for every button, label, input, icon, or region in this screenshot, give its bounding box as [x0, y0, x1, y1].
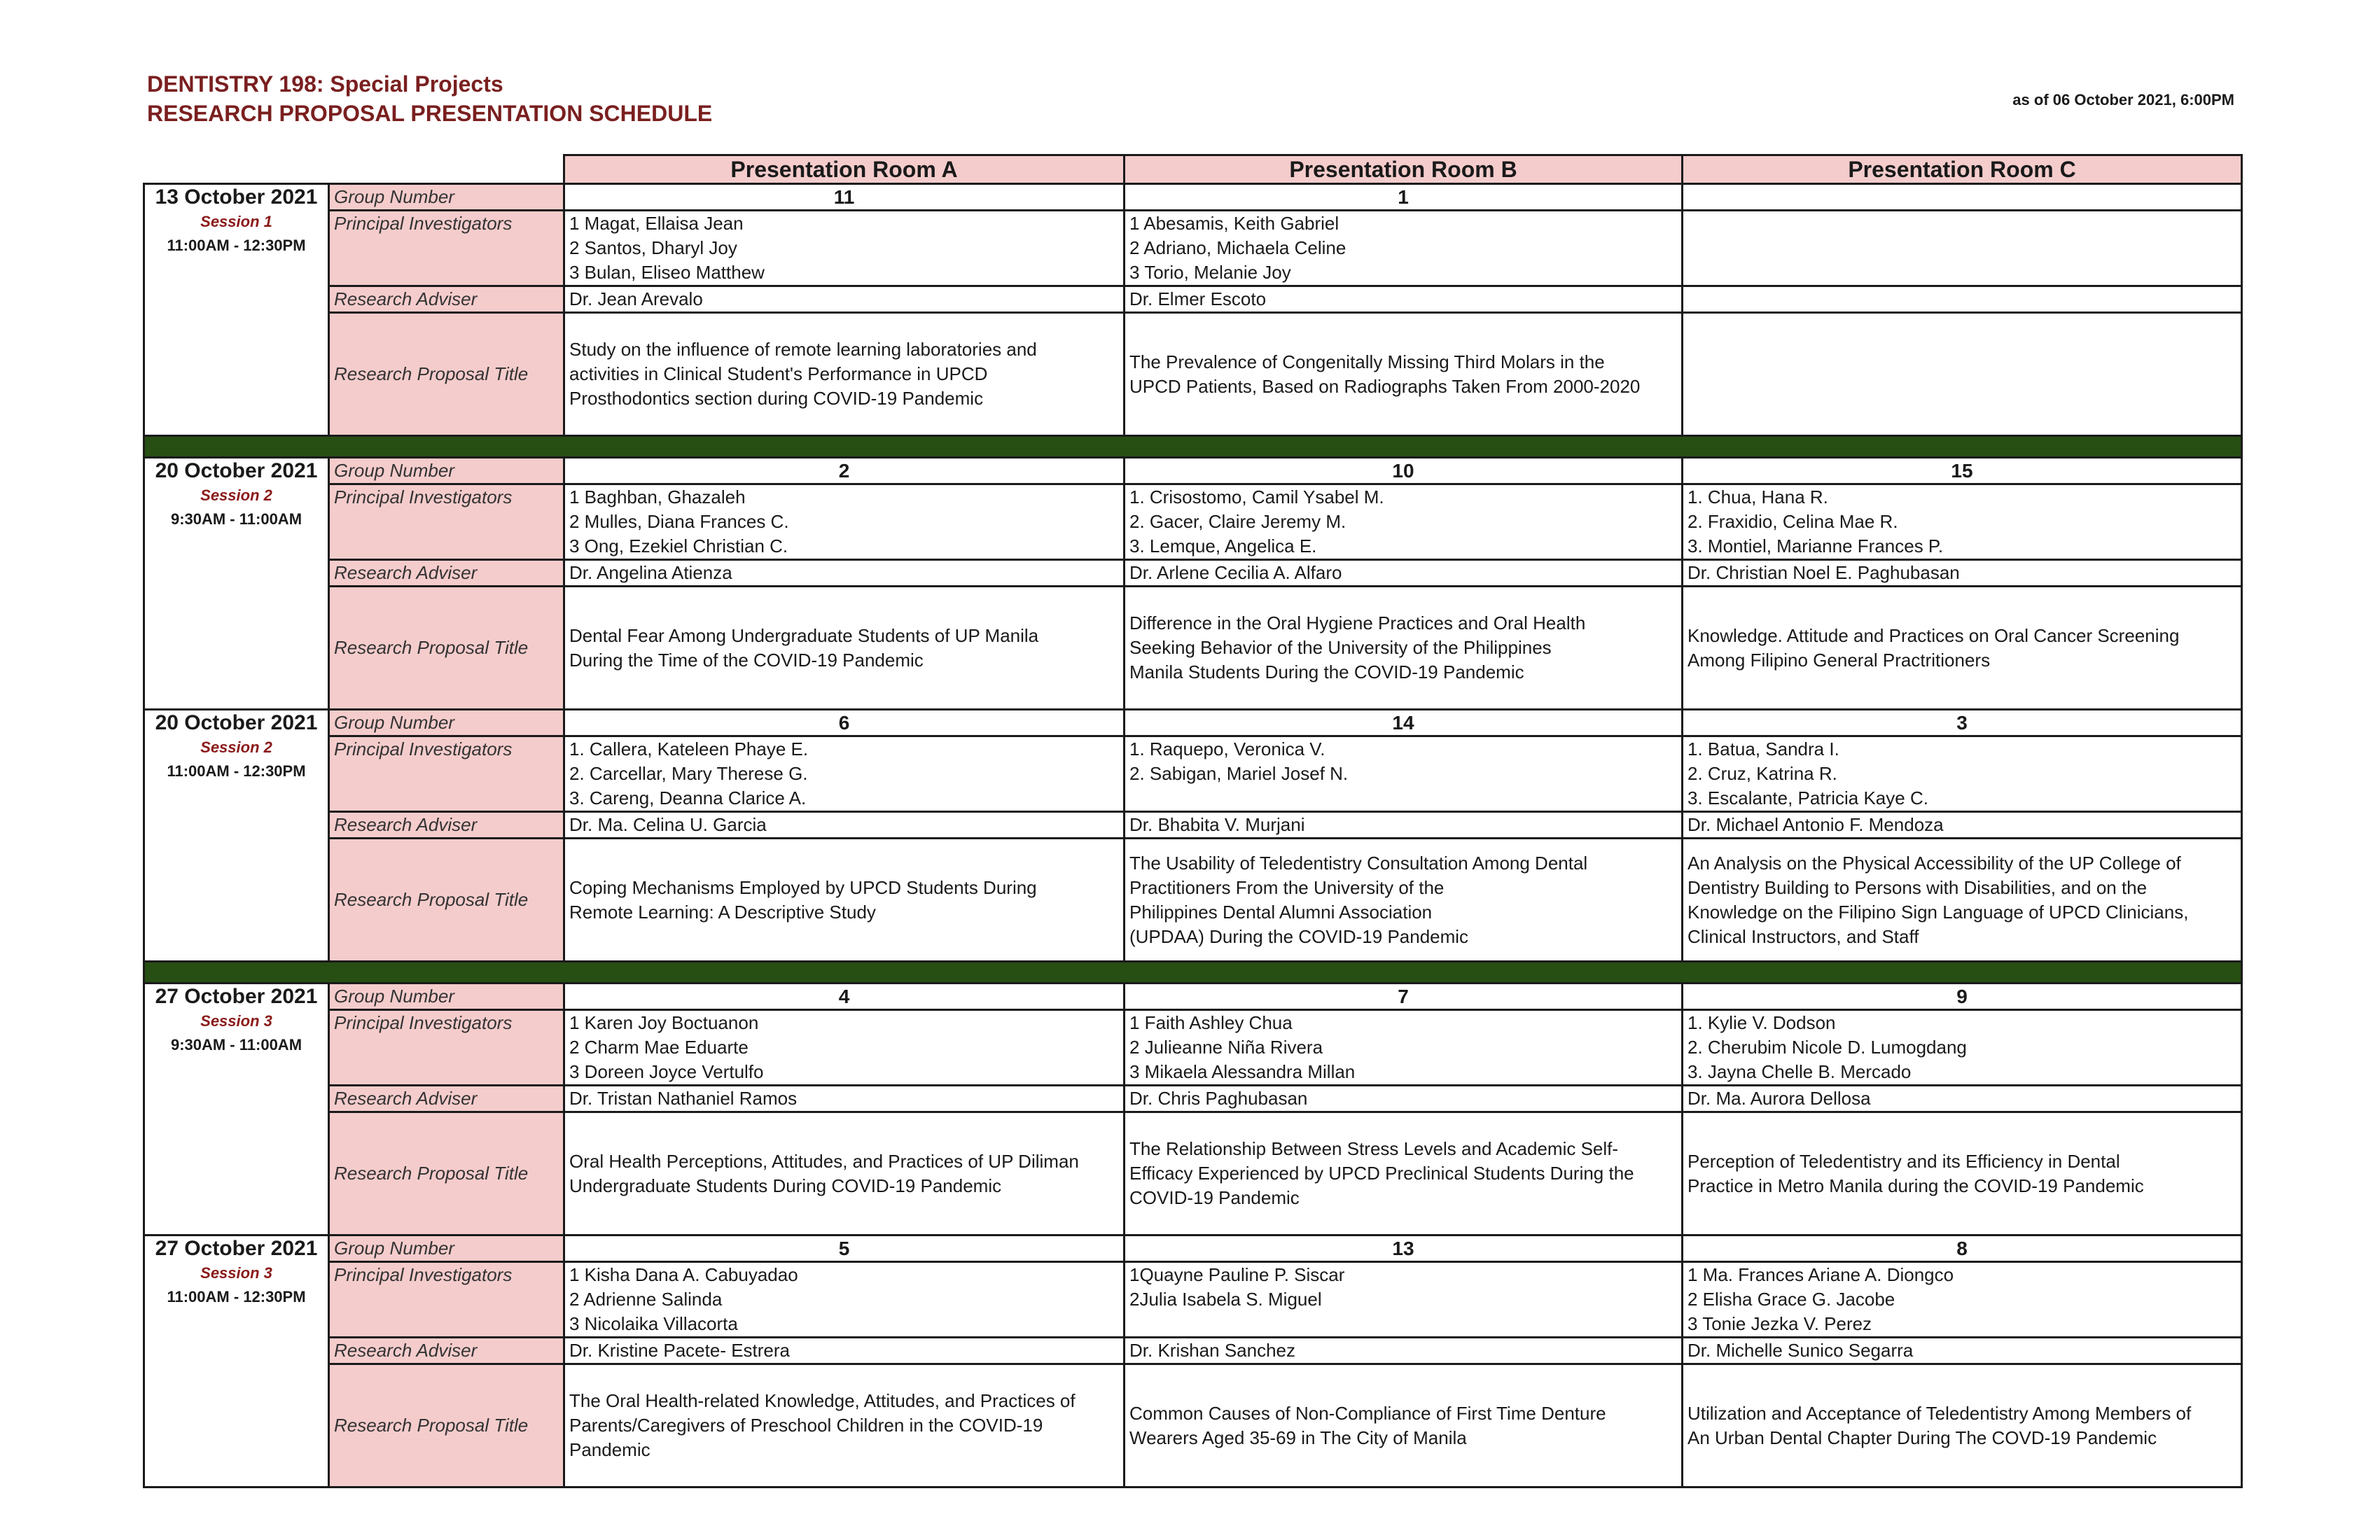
investigator-name: 3 Ong, Ezekiel Christian C.: [569, 536, 788, 556]
investigator-name: 3 Mikaela Alessandra Millan: [1129, 1061, 1356, 1082]
proposal-title-line: Remote Learning: A Descriptive Study: [569, 901, 876, 923]
investigator-name: 1 Magat, Ellaisa Jean: [569, 213, 744, 234]
investigator-name: 1 Karen Joy Boctuanon: [569, 1012, 759, 1033]
group-number-label: Group Number: [329, 184, 564, 211]
proposal-title-line: Philippines Dental Alumni Association: [1129, 901, 1433, 923]
investigator-name: 2 Santos, Dharyl Joy: [569, 237, 737, 258]
proposal-title-line: Dentistry Building to Persons with Disabilities, and on the: [1687, 876, 2148, 898]
investigator-name: 2 Adrienne Salinda: [569, 1289, 723, 1310]
session-number: Session 1: [200, 213, 272, 230]
header-blank: [144, 155, 564, 184]
proposal-title-line: Practitioners From the University of the: [1129, 876, 1445, 898]
investigator-name: 1 Ma. Frances Ariane A. Diongco: [1687, 1264, 1954, 1285]
investigator-name: 2. Gacer, Claire Jeremy M.: [1129, 511, 1346, 532]
separator-bar: [144, 962, 2242, 983]
session-number: Session 2: [200, 486, 272, 504]
proposal-title-row: [144, 587, 2242, 710]
proposal-title-line: Seeking Behavior of the University of the Philippines: [1129, 637, 1552, 658]
room-header: Presentation Room C: [1683, 155, 2242, 184]
proposal-title-line: During the Time of the COVID-19 Pandemic: [569, 649, 924, 671]
adviser-row: [144, 1086, 2242, 1112]
group-number: [1683, 184, 2242, 211]
investigators-cell: [1683, 484, 2242, 560]
proposal-title-line: Manila Students During the COVID-19 Pandemic: [1129, 662, 1524, 682]
proposal-title-row: [144, 839, 2242, 962]
proposal-title: [1683, 1112, 2242, 1236]
section-separator: [144, 962, 2242, 983]
investigator-name: 2 Julieanne Niña Rivera: [1129, 1037, 1323, 1058]
session-time: 9:30AM - 11:00AM: [170, 1036, 302, 1054]
proposal-title-line: Oral Health Perceptions, Attitudes, and Practices of UP Diliman: [569, 1150, 1079, 1172]
proposal-title: [564, 313, 1125, 436]
proposal-title-line: Parents/Caregivers of Preschool Children in the COVID-19: [569, 1415, 1043, 1436]
group-number: 2: [564, 458, 1125, 484]
investigator-name: 3. Montiel, Marianne Frances P.: [1687, 536, 1944, 556]
investigators-label: Principal Investigators: [329, 484, 564, 560]
investigators-cell: [564, 211, 1125, 286]
adviser-name: Dr. Michael Antonio F. Mendoza: [1683, 812, 2242, 839]
proposal-title-line: Practice in Metro Manila during the COVID-19 Pandemic: [1687, 1175, 2144, 1196]
investigator-name: 3. Lemque, Angelica E.: [1129, 536, 1317, 556]
investigator-name: 3. Careng, Deanna Clarice A.: [569, 788, 807, 808]
investigators-cell: [1125, 736, 1683, 812]
investigator-name: 3 Torio, Melanie Joy: [1129, 262, 1291, 283]
group-number-label: Group Number: [329, 1236, 564, 1262]
session-cell: [144, 983, 329, 1236]
proposal-title-line: Coping Mechanisms Employed by UPCD Students During: [569, 876, 1037, 898]
adviser-label: Research Adviser: [329, 286, 564, 313]
investigator-name: 2. Sabigan, Mariel Josef N.: [1129, 763, 1349, 784]
investigator-name: 2. Fraxidio, Celina Mae R.: [1687, 511, 1898, 532]
investigators-label: Principal Investigators: [329, 1262, 564, 1338]
room-header-row: [144, 155, 2242, 184]
investigator-name: 3 Bulan, Eliseo Matthew: [569, 262, 765, 283]
proposal-title-line: Study on the influence of remote learning laboratories and: [569, 339, 1037, 360]
proposal-title-line: Perception of Teledentistry and its Efficiency in Dental: [1687, 1150, 2120, 1172]
adviser-label: Research Adviser: [329, 1086, 564, 1112]
group-number: 9: [1683, 983, 2242, 1010]
investigators-row: [144, 211, 2242, 286]
session-date: 27 October 2021: [155, 985, 318, 1008]
proposal-title: [564, 587, 1125, 710]
investigator-name: 1. Raquepo, Veronica V.: [1129, 738, 1325, 760]
separator-bar: [144, 436, 2242, 458]
adviser-name: Dr. Chris Paghubasan: [1125, 1086, 1683, 1112]
investigator-name: 2 Adriano, Michaela Celine: [1129, 237, 1346, 258]
proposal-title-line: An Analysis on the Physical Accessibility of the UP College of: [1687, 852, 2181, 874]
group-number: 14: [1125, 710, 1683, 736]
proposal-title-line: An Urban Dental Chapter During The COVD-19 Pandemic: [1687, 1427, 2157, 1448]
proposal-title: [1125, 587, 1683, 710]
investigator-name: 1Quayne Pauline P. Siscar: [1129, 1264, 1345, 1285]
group-number-label: Group Number: [329, 710, 564, 736]
proposal-title-line: Prosthodontics section during COVID-19 Pandemic: [569, 388, 984, 409]
proposal-title: [564, 839, 1125, 962]
session-time: 11:00AM - 12:30PM: [167, 237, 306, 254]
session-date: 27 October 2021: [155, 1237, 318, 1260]
room-header: Presentation Room A: [564, 155, 1125, 184]
proposal-title: [1125, 1112, 1683, 1236]
proposal-title-row: [144, 1364, 2242, 1488]
investigator-name: 1. Callera, Kateleen Phaye E.: [569, 738, 809, 760]
adviser-row: [144, 812, 2242, 839]
session-time: 9:30AM - 11:00AM: [170, 510, 302, 528]
investigator-name: 3 Nicolaika Villacorta: [569, 1313, 738, 1334]
proposal-title-row: [144, 313, 2242, 436]
investigators-cell: [1125, 1262, 1683, 1338]
room-header: Presentation Room B: [1125, 155, 1683, 184]
adviser-name: Dr. Tristan Nathaniel Ramos: [564, 1086, 1125, 1112]
investigators-row: [144, 1262, 2242, 1338]
session-cell: [144, 1236, 329, 1488]
investigator-name: 1 Kisha Dana A. Cabuyadao: [569, 1264, 798, 1285]
investigators-cell: [1683, 211, 2242, 286]
proposal-title-line: Dental Fear Among Undergraduate Students of UP Manila: [569, 624, 1039, 646]
adviser-label: Research Adviser: [329, 812, 564, 839]
investigator-name: 2 Elisha Grace G. Jacobe: [1687, 1289, 1895, 1310]
proposal-title-line: Wearers Aged 35-69 in The City of Manila: [1129, 1427, 1467, 1448]
as-of-timestamp: as of 06 October 2021, 6:00PM: [2012, 91, 2234, 108]
proposal-title-label: Research Proposal Title: [329, 313, 564, 436]
document-title: DENTISTRY 198: Special Projects: [147, 71, 503, 97]
investigators-label: Principal Investigators: [329, 1010, 564, 1086]
proposal-title-line: The Prevalence of Congenitally Missing Third Molars in the: [1129, 351, 1605, 372]
group-number-row: [144, 184, 2242, 211]
group-number: 15: [1683, 458, 2242, 484]
adviser-name: Dr. Kristine Pacete- Estrera: [564, 1338, 1125, 1364]
group-number: 11: [564, 184, 1125, 211]
investigator-name: 2 Charm Mae Eduarte: [569, 1037, 749, 1058]
session-number: Session 2: [200, 738, 272, 756]
group-number: 10: [1125, 458, 1683, 484]
session-cell: [144, 458, 329, 710]
group-number: 7: [1125, 983, 1683, 1010]
investigators-cell: [1125, 211, 1683, 286]
session-number: Session 3: [200, 1264, 272, 1282]
proposal-title-line: activities in Clinical Student's Performance in UPCD: [569, 363, 988, 384]
investigator-name: 2. Carcellar, Mary Therese G.: [569, 763, 808, 784]
investigator-name: 1 Faith Ashley Chua: [1129, 1012, 1293, 1033]
investigators-cell: [564, 484, 1125, 560]
group-number: 3: [1683, 710, 2242, 736]
session-time: 11:00AM - 12:30PM: [167, 1288, 306, 1306]
proposal-title-line: Common Causes of Non-Compliance of First Time Denture: [1129, 1402, 1606, 1424]
investigators-cell: [1683, 1010, 2242, 1086]
session-cell: [144, 184, 329, 436]
adviser-name: Dr. Krishan Sanchez: [1125, 1338, 1683, 1364]
session-date: 20 October 2021: [155, 459, 318, 482]
adviser-row: [144, 1338, 2242, 1364]
session-date: 13 October 2021: [155, 186, 318, 209]
investigators-cell: [1125, 1010, 1683, 1086]
proposal-title: [1683, 313, 2242, 436]
investigators-label: Principal Investigators: [329, 211, 564, 286]
investigators-cell: [564, 1262, 1125, 1338]
investigator-name: 3. Jayna Chelle B. Mercado: [1687, 1061, 1912, 1082]
group-number-row: [144, 983, 2242, 1010]
group-number: 8: [1683, 1236, 2242, 1262]
proposal-title-line: UPCD Patients, Based on Radiographs Taken From 2000-2020: [1129, 375, 1641, 397]
adviser-name: Dr. Angelina Atienza: [564, 560, 1125, 587]
investigators-cell: [564, 736, 1125, 812]
proposal-title: [1683, 1364, 2242, 1488]
proposal-title-label: Research Proposal Title: [329, 1112, 564, 1236]
investigator-name: 1. Batua, Sandra I.: [1687, 738, 1839, 760]
adviser-name: Dr. Arlene Cecilia A. Alfaro: [1125, 560, 1683, 587]
proposal-title-line: Efficacy Experienced by UPCD Preclinical Students During the: [1129, 1163, 1634, 1184]
document-subtitle: RESEARCH PROPOSAL PRESENTATION SCHEDULE: [147, 101, 713, 126]
investigator-name: 1. Chua, Hana R.: [1687, 486, 1828, 507]
investigators-cell: [1125, 484, 1683, 560]
investigators-row: [144, 484, 2242, 560]
schedule-table: [143, 154, 2243, 1488]
adviser-name: Dr. Elmer Escoto: [1125, 286, 1683, 313]
adviser-label: Research Adviser: [329, 560, 564, 587]
adviser-name: Dr. Jean Arevalo: [564, 286, 1125, 313]
investigator-name: 3. Escalante, Patricia Kaye C.: [1687, 788, 1928, 808]
proposal-title-row: [144, 1112, 2242, 1236]
session-time: 11:00AM - 12:30PM: [167, 762, 306, 780]
group-number-row: [144, 458, 2242, 484]
investigators-cell: [564, 1010, 1125, 1086]
proposal-title-line: Clinical Instructors, and Staff: [1687, 925, 1919, 947]
proposal-title-line: The Oral Health-related Knowledge, Attitudes, and Practices of: [569, 1390, 1076, 1411]
group-number: 4: [564, 983, 1125, 1010]
investigator-name: 1 Baghban, Ghazaleh: [569, 486, 746, 507]
proposal-title-line: The Relationship Between Stress Levels and Academic Self-: [1129, 1138, 1619, 1159]
adviser-name: Dr. Ma. Celina U. Garcia: [564, 812, 1125, 839]
investigators-cell: [1683, 1262, 2242, 1338]
investigators-cell: [1683, 736, 2242, 812]
group-number: 6: [564, 710, 1125, 736]
proposal-title-line: Among Filipino General Practritioners: [1687, 649, 1991, 671]
proposal-title-line: Knowledge on the Filipino Sign Language of UPCD Clinicians,: [1687, 901, 2189, 923]
section-separator: [144, 436, 2242, 458]
proposal-title: [1683, 587, 2242, 710]
adviser-name: Dr. Christian Noel E. Paghubasan: [1683, 560, 2242, 587]
investigator-name: 1. Kylie V. Dodson: [1687, 1012, 1836, 1033]
investigator-name: 2 Mulles, Diana Frances C.: [569, 511, 789, 532]
group-number-label: Group Number: [329, 983, 564, 1010]
proposal-title-line: Undergraduate Students During COVID-19 Pandemic: [569, 1175, 1002, 1196]
group-number-row: [144, 1236, 2242, 1262]
proposal-title-line: Difference in the Oral Hygiene Practices and Oral Health: [1129, 612, 1586, 634]
group-number: 1: [1125, 184, 1683, 211]
proposal-title-line: Utilization and Acceptance of Teledentistry Among Members of: [1687, 1402, 2192, 1424]
investigator-name: 1. Crisostomo, Camil Ysabel M.: [1129, 486, 1384, 507]
investigator-name: 3 Doreen Joyce Vertulfo: [569, 1061, 764, 1082]
proposal-title: [564, 1364, 1125, 1488]
group-number-label: Group Number: [329, 458, 564, 484]
proposal-title-line: Pandemic: [569, 1439, 650, 1460]
investigator-name: 2. Cherubim Nicole D. Lumogdang: [1687, 1037, 1967, 1058]
proposal-title-line: The Usability of Teledentistry Consultation Among Dental: [1129, 852, 1588, 874]
adviser-name: [1683, 286, 2242, 313]
investigator-name: 2. Cruz, Katrina R.: [1687, 763, 1837, 784]
adviser-row: [144, 560, 2242, 587]
group-number-row: [144, 710, 2242, 736]
proposal-title: [1125, 1364, 1683, 1488]
adviser-label: Research Adviser: [329, 1338, 564, 1364]
session-cell: [144, 710, 329, 962]
proposal-title-line: COVID-19 Pandemic: [1129, 1187, 1300, 1208]
group-number: 5: [564, 1236, 1125, 1262]
investigators-label: Principal Investigators: [329, 736, 564, 812]
investigators-row: [144, 1010, 2242, 1086]
group-number: 13: [1125, 1236, 1683, 1262]
proposal-title-label: Research Proposal Title: [329, 839, 564, 962]
proposal-title: [564, 1112, 1125, 1236]
investigators-row: [144, 736, 2242, 812]
adviser-name: Dr. Michelle Sunico Segarra: [1683, 1338, 2242, 1364]
proposal-title-label: Research Proposal Title: [329, 1364, 564, 1488]
proposal-title-line: Knowledge. Attitude and Practices on Oral Cancer Screening: [1687, 624, 2180, 646]
adviser-row: [144, 286, 2242, 313]
adviser-name: Dr. Ma. Aurora Dellosa: [1683, 1086, 2242, 1112]
proposal-title: [1683, 839, 2242, 962]
proposal-title: [1125, 839, 1683, 962]
session-number: Session 3: [200, 1012, 272, 1030]
adviser-name: Dr. Bhabita V. Murjani: [1125, 812, 1683, 839]
investigator-name: 3 Tonie Jezka V. Perez: [1687, 1313, 1872, 1334]
proposal-title-line: (UPDAA) During the COVID-19 Pandemic: [1129, 925, 1469, 947]
proposal-title-label: Research Proposal Title: [329, 587, 564, 710]
proposal-title: [1125, 313, 1683, 436]
session-date: 20 October 2021: [155, 711, 318, 734]
investigator-name: 1 Abesamis, Keith Gabriel: [1129, 213, 1339, 234]
investigator-name: 2Julia Isabela S. Miguel: [1129, 1289, 1322, 1310]
